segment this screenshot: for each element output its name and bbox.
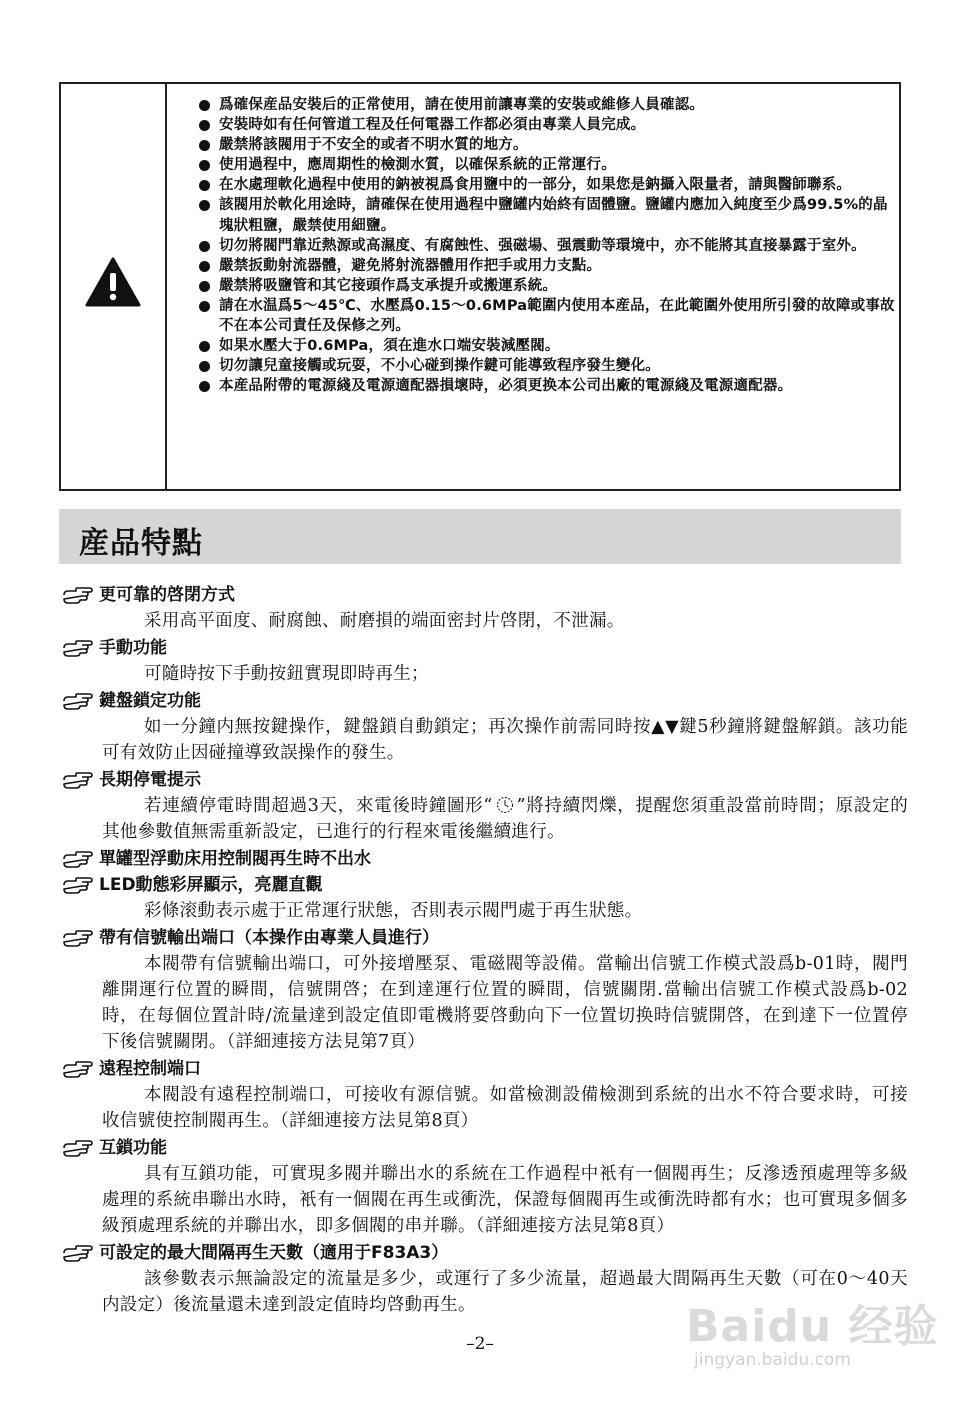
feature-desc: 本閥設有遠程控制端口，可接收有源信號。如當檢測設備檢測到系統的出水不符合要求時，可接收信號使控制閥再生。（詳細連接方法見第8頁） [102,1085,908,1131]
warning-list [197,95,897,396]
warning-item: 本産品附帶的電源綫及電源適配器損壞時，必須更换本公司出廠的電源綫及電源適配器。 [197,376,897,396]
warning-item: 請在水温爲5～45℃、水壓爲0.15～0.6MPa範圍内使用本産品，在此範圍外使用所引發的故障或事故不在本公司責任及保修之列。 [197,296,897,336]
section-title: 産品特點 [79,526,203,561]
hand-pointer-icon [62,772,94,789]
feature-desc: 本閥帶有信號輸出端口，可外接增壓泵、電磁閥等設備。當輸出信號工作模式設爲b-01時，閥門離開運行位置的瞬間，信號開啓；在到達運行位置的瞬間，信號關閉.當輸出信號工作模式設爲b-02時，在每個位置計時/流量達到設定值即電機將要啓動向下一位置切换時信號開啓，在到達下一位置停下後信號關閉。（詳細連接方法見第7頁） [102,954,908,1052]
hand-pointer-icon [62,693,94,710]
feature-item [62,1135,908,1239]
feature-item [62,1056,908,1134]
feature-desc: 如一分鐘内無按鍵操作，鍵盤鎖自動鎖定；再次操作前需同時按▲▼鍵5秒鐘將鍵盤解鎖。該功能可有效防止因碰撞導致誤操作的發生。 [102,717,908,763]
feature-desc: 具有互鎖功能，可實現多閥并聯出水的系統在工作過程中衹有一個閥再生；反滲透預處理等多級處理的系統串聯出水時，衹有一個閥在再生或衝洗，保證每個閥再生或衝洗時都有水；也可實現多個多級預處理系統的并聯出水，即多個閥的串并聯。（詳細連接方法見第8頁） [102,1164,908,1236]
hand-pointer-icon [62,877,94,894]
hand-pointer-icon [62,1245,94,1262]
feature-item [62,925,908,1055]
page-number: –2– [466,1334,494,1354]
warning-item: 安裝時如有任何管道工程及任何電器工作都必須由專業人員完成。 [197,115,897,135]
feature-item [62,688,908,766]
warning-item: 嚴禁將該閥用于不安全的或者不明水質的地方。 [197,135,897,155]
feature-desc: 采用高平面度、耐腐蝕、耐磨損的端面密封片啓閉，不泄漏。 [144,611,625,631]
hand-pointer-icon [62,851,94,868]
feature-item [62,767,908,845]
feature-item [62,846,908,872]
feature-desc-part: 若連續停電時間超過3天，來電後時鐘圖形“ [144,796,493,816]
feature-title: LED動態彩屏顯示，亮麗直觀 [99,875,323,895]
warning-item: 爲確保産品安裝后的正常使用，請在使用前讓專業的安裝或維修人員確認。 [197,95,897,115]
warning-triangle-icon [85,257,141,307]
feature-item [62,582,908,634]
warning-item: 嚴禁將吸鹽管和其它接頭作爲支承提升或搬運系統。 [197,276,897,296]
feature-desc: 彩條滚動表示處于正常運行狀態，否則表示閥門處于再生狀態。 [144,901,643,921]
hand-pointer-icon [62,930,94,947]
feature-desc: 該參數表示無論設定的流量是多少，或運行了多少流量，超過最大間隔再生天數（可在0～40天内設定）後流量還未達到設定值時均啓動再生。 [102,1269,908,1315]
section-header [59,509,901,564]
feature-list [62,582,908,1319]
watermark-text: Baidu 经验 [686,1301,939,1352]
feature-item [62,1240,908,1318]
clock-icon [496,796,514,814]
warning-item: 在水處理軟化過程中使用的鈉被視爲食用鹽中的一部分，如果您是鈉攝入限量者，請與醫師聯系。 [197,175,897,195]
hand-pointer-icon [62,640,94,657]
feature-title: 手動功能 [99,638,167,658]
warning-icon-cell [61,84,167,489]
feature-title: 單罐型浮動床用控制閥再生時不出水 [99,849,371,869]
feature-item [62,635,908,687]
warning-box [59,82,901,491]
feature-title: 鍵盤鎖定功能 [99,691,201,711]
watermark-url: jingyan.baidu.com [694,1350,851,1370]
feature-desc [62,793,908,845]
feature-item [62,872,908,924]
feature-title: 長期停電提示 [99,770,201,790]
warning-item: 切勿將閥門靠近熱源或高濕度、有腐蝕性、强磁場、强震動等環境中，亦不能將其直接暴露于室外。 [197,236,897,256]
feature-title: 可設定的最大間隔再生天數（適用于F83A3） [99,1243,449,1263]
warning-item: 該閥用於軟化用途時，請確保在使用過程中鹽罐内始終有固體鹽。鹽罐内應加入純度至少爲99.5%的晶塊狀粗鹽，嚴禁使用細鹽。 [197,195,897,235]
feature-title: 互鎖功能 [99,1138,167,1158]
feature-title: 帶有信號輸出端口（本操作由專業人員進行） [99,928,439,948]
hand-pointer-icon [62,587,94,604]
warning-item: 嚴禁扳動射流器體，避免將射流器體用作把手或用力支點。 [197,256,897,276]
feature-desc-part: ”將持續閃爍，提醒您須重設當前時間；原設定的其他參數值無需重新設定，已進行的行程來電後繼續進行。 [102,796,908,842]
warning-item: 切勿讓兒童接觸或玩耍，不小心碰到操作鍵可能導致程序發生變化。 [197,356,897,376]
warning-item: 使用過程中，應周期性的檢測水質，以確保系統的正常運行。 [197,155,897,175]
hand-pointer-icon [62,1061,94,1078]
feature-title: 更可靠的啓閉方式 [99,585,235,605]
warning-item: 如果水壓大于0.6MPa，須在進水口端安裝減壓閥。 [197,336,897,356]
feature-desc: 可隨時按下手動按鈕實現即時再生； [144,664,429,684]
feature-title: 遠程控制端口 [99,1059,201,1079]
hand-pointer-icon [62,1140,94,1157]
